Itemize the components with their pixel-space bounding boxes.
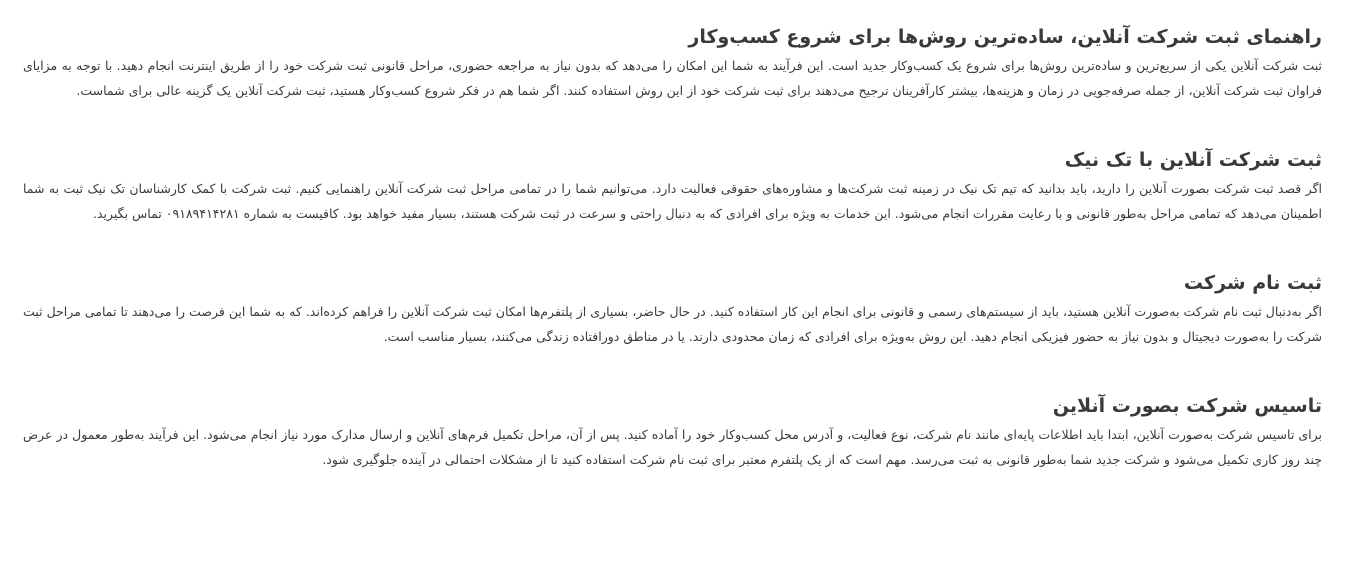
section-title: ثبت شرکت آنلاین با تک نیک: [1064, 149, 1322, 171]
section-title: ثبت نام شرکت: [1183, 272, 1322, 294]
section-paragraph: اگر به‌دنبال ثبت نام شرکت به‌صورت آنلاین هستید، باید از سیستم‌های رسمی و قانونی برای انجام این کار استفاده کنید. در حال حاضر، بسیاری از پلتفرم‌ها امکان ثبت شرکت آنلاین را فراهم کرده‌اند. که به شما این فرصت را می‌دهند تا تمامی مراحل ثبت شرکت را به‌صورت دیجیتال و بدون نیاز به حضور فیزیکی انجام دهید. این روش به‌ویژه برای افرادی که زمان محدودی دارند. یا در مناطق دورافتاده زندگی می‌کنند، بسیار مناسب است.: [23, 304, 1322, 344]
section-technik: [23, 147, 1322, 226]
section-paragraph: ثبت شرکت آنلاین یکی از سریع‌ترین و ساده‌ترین روش‌ها برای شروع یک کسب‌وکار جدید است. این فرآیند به شما این امکان را می‌دهد که بدون نیاز به مراجعه حضوری، مراحل قانونی ثبت شرکت خود را از طریق اینترنت انجام دهید. با توجه به مزایای فراوان ثبت شرکت آنلاین، از جمله صرفه‌جویی در زمان و هزینه‌ها، بیشتر کارآفرینان ترجیح می‌دهند برای ثبت شرکت خود از این روش استفاده کنند. اگر شما هم در فکر شروع کسب‌وکار هستید، ثبت شرکت آنلاین یک گزینه عالی برای شماست.: [23, 58, 1322, 98]
section-company-name-registration: [23, 270, 1322, 349]
section-online-establishment: [23, 393, 1322, 472]
section-paragraph: برای تاسیس شرکت به‌صورت آنلاین، ابتدا باید اطلاعات پایه‌ای مانند نام شرکت، نوع فعالیت، و آدرس محل کسب‌وکار خود را آماده کنید. پس از آن، مراحل تکمیل فرم‌های آنلاین و ارسال مدارک مورد نیاز انجام می‌شود. این فرآیند به‌طور معمول در عرض چند روز کاری تکمیل می‌شود و شرکت جدید شما به‌طور قانونی به ثبت می‌رسد. مهم است که از یک پلتفرم معتبر برای ثبت نام شرکت استفاده کنید تا از مشکلات احتمالی در آینده جلوگیری شود.: [23, 427, 1322, 467]
section-title: راهنمای ثبت شرکت آنلاین، ساده‌ترین روش‌ها برای شروع کسب‌وکار: [688, 26, 1322, 48]
section-title: تاسیس شرکت بصورت آنلاین: [1052, 395, 1322, 417]
section-paragraph: اگر قصد ثبت شرکت بصورت آنلاین را دارید، باید بدانید که تیم تک نیک در زمینه ثبت شرکت‌ها و مشاوره‌های حقوقی فعالیت دارد. می‌توانیم شما را در تمامی مراحل ثبت شرکت آنلاین راهنمایی کنیم. ثبت شرکت با کمک کارشناسان تک نیک ثبت به شما اطمینان می‌دهد که تمامی مراحل به‌طور قانونی و با رعایت مقررات انجام می‌شود. این خدمات به ویژه برای افرادی که به دنبال راحتی و سرعت در ثبت شرکت هستند، بسیار مفید خواهد بود. کافیست به شماره ۰۹۱۸۹۴۱۴۲۸۱ تماس بگیرید.: [23, 181, 1322, 221]
section-intro: [23, 24, 1322, 103]
